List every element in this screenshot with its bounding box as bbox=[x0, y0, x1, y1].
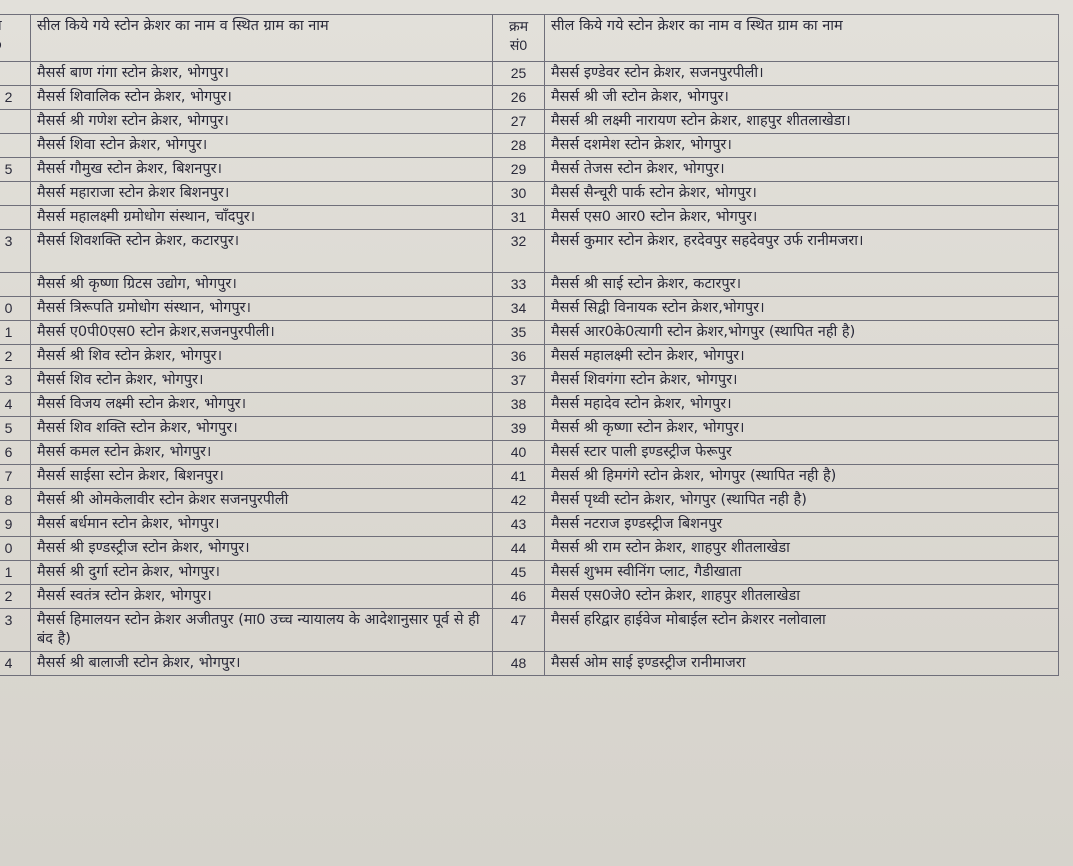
serial-left: 1 bbox=[0, 321, 31, 345]
serial-right: 28 bbox=[493, 134, 545, 158]
serial-left: 6 bbox=[0, 441, 31, 465]
crusher-name-right: मैसर्स हरिद्वार हाईवेज मोबाईल स्टोन क्रेशरर नलोवाला bbox=[545, 609, 1059, 652]
serial-left: 7 bbox=[0, 465, 31, 489]
crusher-name-right: मैसर्स श्री राम स्टोन क्रेशर, शाहपुर शीतलाखेडा bbox=[545, 537, 1059, 561]
serial-left: 0 bbox=[0, 537, 31, 561]
serial-left: 3 bbox=[0, 609, 31, 652]
crusher-name-right: मैसर्स श्री कृष्णा स्टोन क्रेशर, भोगपुर। bbox=[545, 417, 1059, 441]
serial-right: 46 bbox=[493, 585, 545, 609]
serial-right: 33 bbox=[493, 273, 545, 297]
serial-left: 2 bbox=[0, 345, 31, 369]
crusher-name-left: मैसर्स श्री गणेश स्टोन क्रेशर, भोगपुर। bbox=[31, 110, 493, 134]
header-serial-right: क्रम सं0 bbox=[493, 15, 545, 62]
table-header-row bbox=[0, 15, 1059, 62]
serial-right: 32 bbox=[493, 230, 545, 273]
crusher-name-left: मैसर्स शिव स्टोन क्रेशर, भोगपुर। bbox=[31, 369, 493, 393]
table-row bbox=[0, 609, 1059, 652]
crusher-name-left: मैसर्स बाण गंगा स्टोन क्रेशर, भोगपुर। bbox=[31, 62, 493, 86]
table-row bbox=[0, 62, 1059, 86]
header-name-right: सील किये गये स्टोन क्रेशर का नाम व स्थित ग्राम का नाम bbox=[545, 15, 1059, 62]
serial-left: 4 bbox=[0, 652, 31, 676]
crusher-name-right: मैसर्स स्टार पाली इण्डस्ट्रीज फेरूपुर bbox=[545, 441, 1059, 465]
crusher-name-right: मैसर्स दशमेश स्टोन क्रेशर, भोगपुर। bbox=[545, 134, 1059, 158]
serial-right: 41 bbox=[493, 465, 545, 489]
serial-left: 2 bbox=[0, 585, 31, 609]
serial-right: 39 bbox=[493, 417, 545, 441]
table-row bbox=[0, 110, 1059, 134]
table-row bbox=[0, 585, 1059, 609]
serial-left: 5 bbox=[0, 417, 31, 441]
serial-right: 26 bbox=[493, 86, 545, 110]
crusher-name-left: मैसर्स शिव शक्ति स्टोन क्रेशर, भोगपुर। bbox=[31, 417, 493, 441]
serial-left bbox=[0, 134, 31, 158]
serial-right: 34 bbox=[493, 297, 545, 321]
crusher-name-left: मैसर्स कमल स्टोन क्रेशर, भोगपुर। bbox=[31, 441, 493, 465]
serial-left: 0 bbox=[0, 297, 31, 321]
serial-right: 31 bbox=[493, 206, 545, 230]
crusher-name-left: मैसर्स महालक्ष्मी ग्रमोधोग संस्थान, चाँदपुर। bbox=[31, 206, 493, 230]
crusher-name-right: मैसर्स एस0 आर0 स्टोन क्रेशर, भोगपुर। bbox=[545, 206, 1059, 230]
crusher-name-right: मैसर्स एस0जे0 स्टोन क्रेशर, शाहपुर शीतलाखेडा bbox=[545, 585, 1059, 609]
crusher-name-right: मैसर्स पृथ्वी स्टोन क्रेशर, भोगपुर (स्थापित नही है) bbox=[545, 489, 1059, 513]
table-row bbox=[0, 417, 1059, 441]
serial-left: 3 bbox=[0, 230, 31, 273]
table-row bbox=[0, 652, 1059, 676]
crusher-name-right: मैसर्स श्री जी स्टोन क्रेशर, भोगपुर। bbox=[545, 86, 1059, 110]
crusher-name-left: मैसर्स श्री इण्डस्ट्रीज स्टोन क्रेशर, भोगपुर। bbox=[31, 537, 493, 561]
crusher-name-right: मैसर्स सिद्वी विनायक स्टोन क्रेशर,भोगपुर। bbox=[545, 297, 1059, 321]
serial-right: 35 bbox=[493, 321, 545, 345]
serial-left bbox=[0, 182, 31, 206]
crusher-name-right: मैसर्स ओम साई इण्डस्ट्रीज रानीमाजरा bbox=[545, 652, 1059, 676]
crusher-name-right: मैसर्स श्री लक्ष्मी नारायण स्टोन क्रेशर, शाहपुर शीतलाखेडा। bbox=[545, 110, 1059, 134]
table-row bbox=[0, 158, 1059, 182]
serial-left bbox=[0, 273, 31, 297]
crusher-name-left: मैसर्स हिमालयन स्टोन क्रेशर अजीतपुर (मा0 उच्च न्यायालय के आदेशानुसार पूर्व से ही बंद है) bbox=[31, 609, 493, 652]
header-serial-left bbox=[0, 15, 31, 62]
serial-left bbox=[0, 62, 31, 86]
serial-right: 27 bbox=[493, 110, 545, 134]
table-row bbox=[0, 345, 1059, 369]
crusher-name-right: मैसर्स महादेव स्टोन क्रेशर, भोगपुर। bbox=[545, 393, 1059, 417]
serial-right: 47 bbox=[493, 609, 545, 652]
crusher-name-right: मैसर्स शिवगंगा स्टोन क्रेशर, भोगपुर। bbox=[545, 369, 1059, 393]
table-row bbox=[0, 321, 1059, 345]
serial-left: 8 bbox=[0, 489, 31, 513]
serial-right: 48 bbox=[493, 652, 545, 676]
serial-right: 29 bbox=[493, 158, 545, 182]
table-row bbox=[0, 182, 1059, 206]
crusher-name-left: मैसर्स त्रिरूपति ग्रमोधोग संस्थान, भोगपुर। bbox=[31, 297, 493, 321]
crusher-name-right: मैसर्स तेजस स्टोन क्रेशर, भोगपुर। bbox=[545, 158, 1059, 182]
crusher-name-left: मैसर्स साईसा स्टोन क्रेशर, बिशनपुर। bbox=[31, 465, 493, 489]
serial-left: 9 bbox=[0, 513, 31, 537]
crusher-name-left: मैसर्स श्री ओमकेलावीर स्टोन क्रेशर सजनपुरपीली bbox=[31, 489, 493, 513]
serial-left: 3 bbox=[0, 369, 31, 393]
table-row bbox=[0, 465, 1059, 489]
serial-left: 2 bbox=[0, 86, 31, 110]
crusher-name-left: मैसर्स विजय लक्ष्मी स्टोन क्रेशर, भोगपुर। bbox=[31, 393, 493, 417]
table-row bbox=[0, 86, 1059, 110]
serial-right: 44 bbox=[493, 537, 545, 561]
header-name-left: सील किये गये स्टोन क्रेशर का नाम व स्थित ग्राम का नाम bbox=[31, 15, 493, 62]
table-row bbox=[0, 513, 1059, 537]
serial-right: 45 bbox=[493, 561, 545, 585]
serial-right: 43 bbox=[493, 513, 545, 537]
crusher-name-left: मैसर्स श्री दुर्गा स्टोन क्रेशर, भोगपुर। bbox=[31, 561, 493, 585]
crusher-name-left: मैसर्स श्री कृष्णा ग्रिटस उद्योग, भोगपुर। bbox=[31, 273, 493, 297]
crusher-name-right: मैसर्स श्री हिमगंगे स्टोन क्रेशर, भोगपुर (स्थापित नही है) bbox=[545, 465, 1059, 489]
crusher-name-left: मैसर्स शिवालिक स्टोन क्रेशर, भोगपुर। bbox=[31, 86, 493, 110]
table-row bbox=[0, 369, 1059, 393]
crusher-name-right: मैसर्स सैन्चूरी पार्क स्टोन क्रेशर, भोगपुर। bbox=[545, 182, 1059, 206]
table-row bbox=[0, 561, 1059, 585]
crusher-name-left: मैसर्स शिवा स्टोन क्रेशर, भोगपुर। bbox=[31, 134, 493, 158]
crusher-name-left: मैसर्स स्वतंत्र स्टोन क्रेशर, भोगपुर। bbox=[31, 585, 493, 609]
serial-left bbox=[0, 206, 31, 230]
table-row bbox=[0, 206, 1059, 230]
serial-right: 25 bbox=[493, 62, 545, 86]
table-row bbox=[0, 297, 1059, 321]
crusher-name-right: मैसर्स नटराज इण्डस्ट्रीज बिशनपुर bbox=[545, 513, 1059, 537]
serial-right: 30 bbox=[493, 182, 545, 206]
crusher-name-left: मैसर्स शिवशक्ति स्टोन क्रेशर, कटारपुर। bbox=[31, 230, 493, 273]
crusher-name-left: मैसर्स गौमुख स्टोन क्रेशर, बिशनपुर। bbox=[31, 158, 493, 182]
crusher-name-left: मैसर्स ए0पी0एस0 स्टोन क्रेशर,सजनपुरपीली। bbox=[31, 321, 493, 345]
crusher-name-left: मैसर्स श्री बालाजी स्टोन क्रेशर, भोगपुर। bbox=[31, 652, 493, 676]
crusher-name-right: मैसर्स इण्डेवर स्टोन क्रेशर, सजनपुरपीली। bbox=[545, 62, 1059, 86]
table-row bbox=[0, 273, 1059, 297]
crusher-name-right: मैसर्स महालक्ष्मी स्टोन क्रेशर, भोगपुर। bbox=[545, 345, 1059, 369]
table-row bbox=[0, 230, 1059, 273]
serial-left: 5 bbox=[0, 158, 31, 182]
table-row bbox=[0, 393, 1059, 417]
serial-left: 4 bbox=[0, 393, 31, 417]
serial-left: 1 bbox=[0, 561, 31, 585]
table-row bbox=[0, 441, 1059, 465]
table-row bbox=[0, 537, 1059, 561]
serial-right: 36 bbox=[493, 345, 545, 369]
table-row bbox=[0, 489, 1059, 513]
serial-left bbox=[0, 110, 31, 134]
serial-right: 37 bbox=[493, 369, 545, 393]
serial-right: 40 bbox=[493, 441, 545, 465]
crusher-name-left: मैसर्स बर्धमान स्टोन क्रेशर, भोगपुर। bbox=[31, 513, 493, 537]
crusher-name-left: मैसर्स श्री शिव स्टोन क्रेशर, भोगपुर। bbox=[31, 345, 493, 369]
crusher-name-right: मैसर्स श्री साई स्टोन क्रेशर, कटारपुर। bbox=[545, 273, 1059, 297]
crusher-name-left: मैसर्स महाराजा स्टोन क्रेशर बिशनपुर। bbox=[31, 182, 493, 206]
stone-crusher-table bbox=[0, 14, 1059, 676]
table-row bbox=[0, 134, 1059, 158]
crusher-name-right: मैसर्स आर0के0त्यागी स्टोन क्रेशर,भोगपुर (स्थापित नही है) bbox=[545, 321, 1059, 345]
crusher-name-right: मैसर्स शुभम स्वीनिंग प्लाट, गैडीखाता bbox=[545, 561, 1059, 585]
crusher-name-right: मैसर्स कुमार स्टोन क्रेशर, हरदेवपुर सहदेवपुर उर्फ रानीमजरा। bbox=[545, 230, 1059, 273]
serial-right: 42 bbox=[493, 489, 545, 513]
serial-right: 38 bbox=[493, 393, 545, 417]
